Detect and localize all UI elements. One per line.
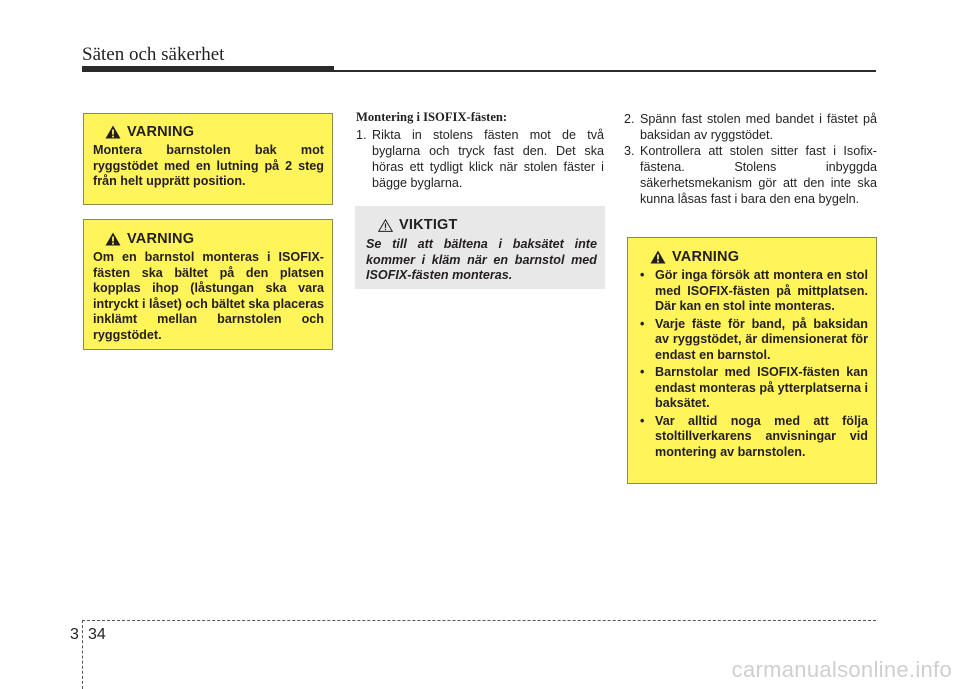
step-2 xyxy=(624,111,877,143)
warning-2-text: Om en barnstol monteras i ISOFIX-fästen ska bältet på den platsen kopplas ihop (låstungan ska vara intryckt i låset) och bältet ska placeras inklämt mellan barnstolen och ryggstödet. xyxy=(93,250,324,342)
caution-triangle-icon xyxy=(378,219,393,232)
warning-box-2 xyxy=(83,219,333,350)
step-3-number: 3. xyxy=(624,144,635,158)
important-box xyxy=(355,206,605,289)
important-title: VIKTIGT xyxy=(399,217,458,233)
important-header xyxy=(378,217,597,233)
warning-triangle-icon xyxy=(105,232,121,246)
important-text: Se till att bältena i baksätet inte kommer i kläm när en barnstol med ISOFIX-fästen monteras. xyxy=(366,237,597,282)
watermark: carmanualsonline.info xyxy=(731,657,952,682)
list-item: • Varje fäste för band, på baksidan av ryggstödet, är dimensionerat för endast en barnstol. xyxy=(636,317,868,364)
warning-triangle-icon xyxy=(650,250,666,264)
step-1-number: 1. xyxy=(356,128,367,142)
warning-2-title: VARNING xyxy=(127,231,195,247)
step-1-text: Rikta in stolens fästen mot de två byglarna och tryck fast den. Det ska höras ett tydligt klick när stolen fäster i bägge byglarna. xyxy=(372,128,604,190)
step-2-text: Spänn fast stolen med bandet i fästet på baksidan av ryggstödet. xyxy=(640,112,877,142)
warning-2-header xyxy=(105,231,324,247)
section-heading: Montering i ISOFIX-fästen: xyxy=(356,110,508,124)
header-title: Säten och säkerhet xyxy=(82,44,225,65)
list-item: • Barnstolar med ISOFIX-fästen kan endast monteras på ytterplatserna i baksätet. xyxy=(636,365,868,412)
step-3 xyxy=(624,143,877,207)
warning-1-text: Montera barnstolen bak mot ryggstödet med en lutning på 2 steg från helt upprätt position. xyxy=(93,143,324,188)
warning-box-3 xyxy=(627,237,877,484)
chapter-number: 3 xyxy=(70,626,79,643)
warning-3-header xyxy=(650,249,868,265)
warning-3-list xyxy=(636,268,868,460)
warning-3-title: VARNING xyxy=(672,249,740,265)
footer-divider xyxy=(82,620,83,689)
step-1 xyxy=(356,127,604,191)
step-3-text: Kontrollera att stolen sitter fast i Isofix-fästena. Stolens inbyggda säkerhetsmekanism gör att den inte ska kunna låsas fast i bara den ena bygeln. xyxy=(640,144,877,206)
step-2-number: 2. xyxy=(624,112,635,126)
warning-box-1 xyxy=(83,113,333,205)
warning-triangle-icon xyxy=(105,125,121,139)
list-item: • Var alltid noga med att följa stoltillverkarens anvisningar vid montering av barnstolen. xyxy=(636,414,868,461)
header-rule-thin xyxy=(334,70,876,72)
warning-1-header xyxy=(105,124,324,140)
header-rule-thick xyxy=(82,66,334,72)
list-item: • Gör inga försök att montera en stol med ISOFIX-fästen på mittplatsen. Där kan en stol inte monteras. xyxy=(636,268,868,315)
page-number: 34 xyxy=(88,626,106,643)
warning-1-title: VARNING xyxy=(127,124,195,140)
footer-rule xyxy=(82,620,876,621)
